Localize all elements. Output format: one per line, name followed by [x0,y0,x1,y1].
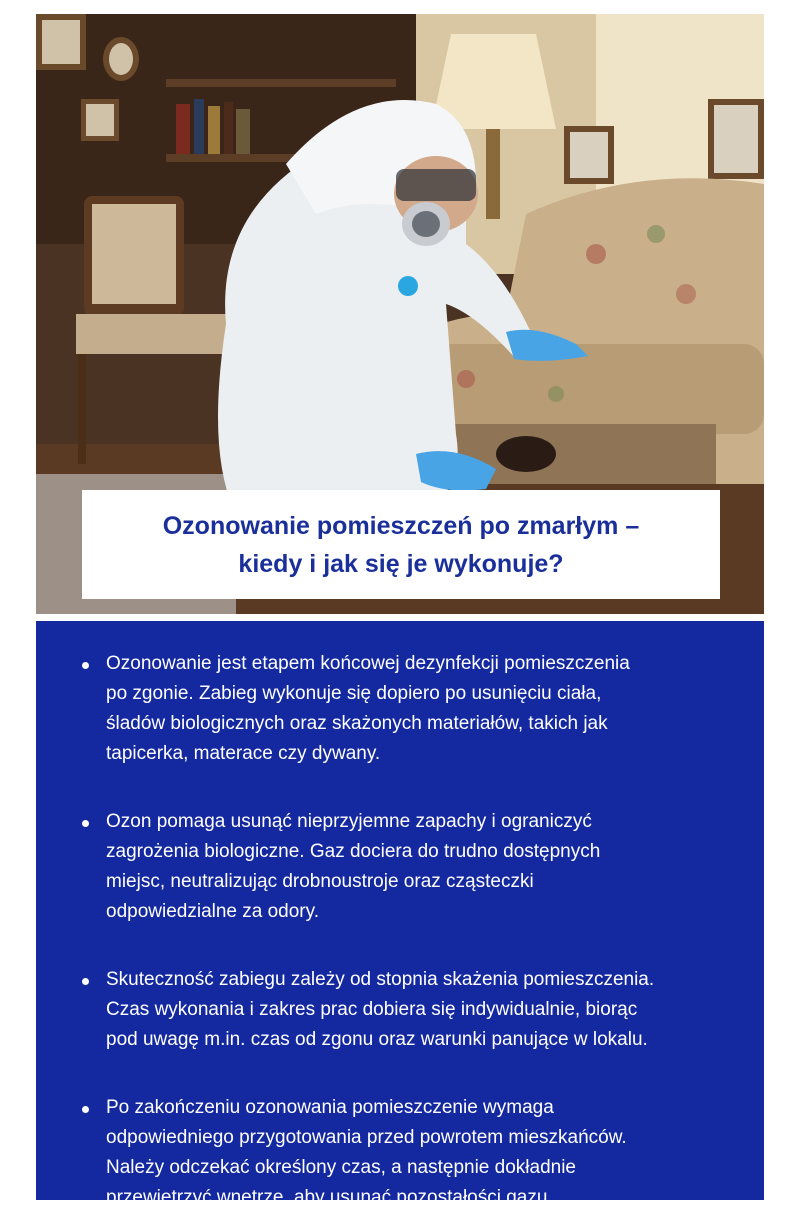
bullet-dot-icon [82,1106,89,1113]
bullet-item [76,1093,724,1213]
bullet-text-line: Ozon pomaga usunąć nieprzyjemne zapachy i ograniczyć [106,811,592,832]
bullet-list [76,649,724,1213]
bullet-text-line: zagrożenia biologiczne. Gaz dociera do trudno dostępnych [106,841,601,862]
bullet-text-line: Po zakończeniu ozonowania pomieszczenie wymaga [106,1097,554,1118]
bullet-item [76,807,724,927]
bullet-dot-icon [82,978,89,985]
bullet-dot-icon [82,820,89,827]
bullet-text-line: miejsc, neutralizując drobnoustroje oraz cząsteczki [106,871,534,892]
bullet-text-line: Ozonowanie jest etapem końcowej dezynfekcji pomieszczenia [106,653,630,674]
bullet-text-line: tapicerka, materace czy dywany. [106,743,381,764]
bullet-dot-icon [82,662,89,669]
bullet-text-line: przewietrzyć wnętrze, aby usunąć pozostałości gazu. [106,1187,553,1208]
bullet-text-line: po zgonie. Zabieg wykonuje się dopiero po usunięciu ciała, [106,683,602,704]
bullet-text-line: Skuteczność zabiegu zależy od stopnia skażenia pomieszczenia. [106,969,655,990]
page-title-line-2: kiedy i jak się je wykonuje? [238,549,564,578]
bullet-text-line: śladów biologicznych oraz skażonych materiałów, takich jak [106,713,608,734]
bullet-item [76,965,724,1055]
page-title-line-1: Ozonowanie pomieszczeń po zmarłym – [162,511,640,540]
info-panel [36,621,764,1208]
bullet-item [76,649,724,769]
bullet-text-line: pod uwagę m.in. czas od zgonu oraz warunki panujące w lokalu. [106,1029,648,1050]
bullet-text-line: Czas wykonania i zakres prac dobiera się indywidualnie, biorąc [106,999,638,1020]
bullet-text-line: Należy odczekać określony czas, a następnie dokładnie [106,1157,576,1178]
bullet-text-line: odpowiedzialne za odory. [106,901,320,922]
title-box [82,490,720,599]
bullet-text-line: odpowiedniego przygotowania przed powrotem mieszkańców. [106,1127,627,1148]
